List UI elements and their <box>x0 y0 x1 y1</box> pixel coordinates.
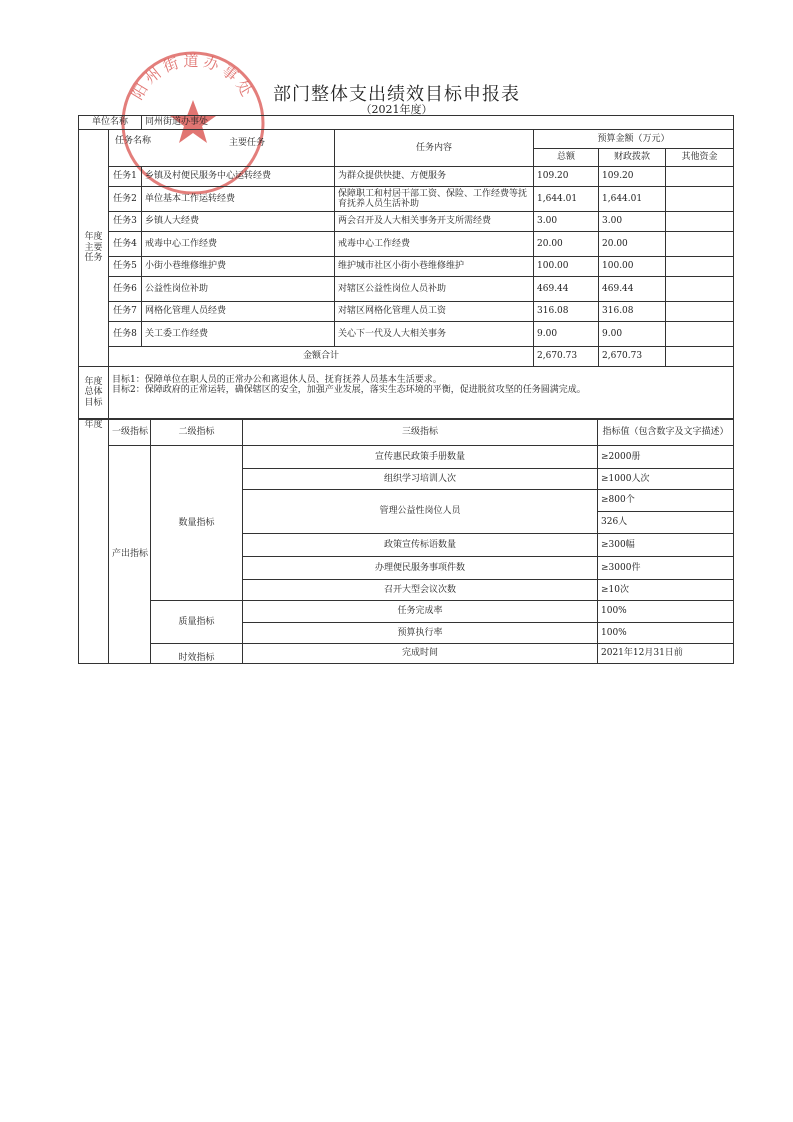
task-id: 任务3 <box>109 212 142 232</box>
task-total: 109.20 <box>534 167 599 187</box>
task-content: 戒毒中心工作经费 <box>335 232 534 257</box>
task-id: 任务1 <box>109 167 142 187</box>
task-content: 维护城市社区小街小巷维修维护 <box>335 257 534 277</box>
indicator-value: 100% <box>598 601 734 623</box>
table-row <box>79 644 734 664</box>
task-name: 单位基本工作运转经费 <box>142 187 335 212</box>
task-name: 公益性岗位补助 <box>142 277 335 302</box>
output-label: 产出指标 <box>109 446 151 664</box>
task-total: 3.00 <box>534 212 599 232</box>
task-name: 小街小巷维修维护费 <box>142 257 335 277</box>
goal-2: 目标2：保障政府的正常运转，确保辖区的安全，加强产业发展，落实生态环境的平衡，促进脱贫攻坚的任务圆满完成。 <box>112 385 586 396</box>
table-row <box>79 302 734 322</box>
task-content: 为群众提供快捷、方便服务 <box>335 167 534 187</box>
task-other <box>666 232 734 257</box>
sum-other <box>666 347 734 367</box>
task-fiscal: 20.00 <box>599 232 666 257</box>
task-other <box>666 257 734 277</box>
goal-1: 目标1：保障单位在职人员的正常办公和离退休人员、抚育抚养人员基本生活要求。 <box>112 375 442 385</box>
indicators-table <box>78 419 734 664</box>
task-fiscal: 316.08 <box>599 302 666 322</box>
indicator-value: ≥2000册 <box>598 446 734 469</box>
col-task-content: 任务内容 <box>335 130 534 167</box>
task-fiscal: 3.00 <box>599 212 666 232</box>
indicator-value: 100% <box>598 623 734 644</box>
indicator-value: ≥3000件 <box>598 557 734 580</box>
seal-text: 阳州街道办事处 <box>128 51 258 103</box>
indicators-header-row <box>79 420 734 446</box>
indicator-value-secondary: 326人 <box>598 512 734 534</box>
task-other <box>666 212 734 232</box>
task-other <box>666 167 734 187</box>
task-id: 任务4 <box>109 232 142 257</box>
task-fiscal: 1,644.01 <box>599 187 666 212</box>
table-row <box>79 446 734 469</box>
task-total: 9.00 <box>534 322 599 347</box>
budget-table <box>78 115 734 419</box>
task-total: 469.44 <box>534 277 599 302</box>
task-other <box>666 302 734 322</box>
table-row <box>79 257 734 277</box>
indicator-value: ≥300幅 <box>598 534 734 557</box>
task-id: 任务7 <box>109 302 142 322</box>
col-task-name: 任务名称 <box>115 136 152 146</box>
indicator-value: 2021年12月31日前 <box>598 644 734 664</box>
task-fiscal: 109.20 <box>599 167 666 187</box>
task-name: 乡镇人大经费 <box>142 212 335 232</box>
indicator-name: 政策宣传标语数量 <box>243 534 598 557</box>
col-level3: 三级指标 <box>243 420 598 446</box>
task-fiscal: 469.44 <box>599 277 666 302</box>
task-id: 任务2 <box>109 187 142 212</box>
goals-label: 年度总体目标 <box>79 367 109 419</box>
table-row <box>79 277 734 302</box>
annual-tasks-label: 年度主要任务 <box>79 130 109 367</box>
unit-row <box>79 116 734 130</box>
task-other <box>666 187 734 212</box>
indicator-value: ≥10次 <box>598 580 734 601</box>
task-id: 任务6 <box>109 277 142 302</box>
goals-cell <box>109 367 734 419</box>
indicator-name: 任务完成率 <box>243 601 598 623</box>
timeliness-label: 时效指标 <box>151 644 243 664</box>
task-fiscal: 9.00 <box>599 322 666 347</box>
indicator-value: ≥800个 <box>598 490 734 512</box>
indicator-name: 宣传惠民政策手册数量 <box>243 446 598 469</box>
task-content: 对辖区公益性岗位人员补助 <box>335 277 534 302</box>
quality-label: 质量指标 <box>151 601 243 644</box>
table-row <box>79 601 734 623</box>
task-content: 两会召开及人大相关事务开支所需经费 <box>335 212 534 232</box>
sum-total: 2,670.73 <box>534 347 599 367</box>
header-row <box>79 130 734 149</box>
table-row <box>79 322 734 347</box>
task-name: 关工委工作经费 <box>142 322 335 347</box>
task-other <box>666 322 734 347</box>
goals-row <box>79 367 734 419</box>
year-subtitle: （2021年度） <box>360 103 433 116</box>
col-fiscal: 财政拨款 <box>599 149 666 167</box>
col-value: 指标值（包含数字及文字描述） <box>598 420 734 446</box>
task-name: 乡镇及村便民服务中心运转经费 <box>142 167 335 187</box>
task-content: 对辖区网格化管理人员工资 <box>335 302 534 322</box>
quantity-label: 数量指标 <box>151 446 243 601</box>
sum-row <box>79 347 734 367</box>
indicator-value: ≥1000人次 <box>598 469 734 490</box>
col-other: 其他资金 <box>666 149 734 167</box>
task-content: 保障职工和村居干部工资、保险、工作经费等抚育抚养人员生活补助 <box>335 187 534 212</box>
col-total: 总额 <box>534 149 599 167</box>
unit-value: 同州街道办事处 <box>142 116 734 130</box>
indicator-year-label: 年度 <box>79 420 109 664</box>
indicator-name: 组织学习培训人次 <box>243 469 598 490</box>
sum-fiscal: 2,670.73 <box>599 347 666 367</box>
col-level1: 一级指标 <box>109 420 151 446</box>
table-row <box>79 212 734 232</box>
col-main-task: 主要任务 <box>229 138 266 148</box>
indicator-name: 预算执行率 <box>243 623 598 644</box>
task-total: 100.00 <box>534 257 599 277</box>
indicator-name: 完成时间 <box>243 644 598 664</box>
table-row <box>79 232 734 257</box>
table-row <box>79 167 734 187</box>
task-name-header <box>109 130 335 167</box>
page-title: 部门整体支出绩效目标申报表 <box>273 84 520 105</box>
task-fiscal: 100.00 <box>599 257 666 277</box>
task-name: 网格化管理人员经费 <box>142 302 335 322</box>
task-id: 任务8 <box>109 322 142 347</box>
task-other <box>666 277 734 302</box>
col-level2: 二级指标 <box>151 420 243 446</box>
sum-label: 金额合计 <box>109 347 534 367</box>
col-budget: 预算金额（万元） <box>534 130 734 149</box>
indicator-name: 管理公益性岗位人员 <box>243 490 598 534</box>
indicator-name: 召开大型会议次数 <box>243 580 598 601</box>
unit-label: 单位名称 <box>79 116 142 130</box>
task-content: 关心下一代及人大相关事务 <box>335 322 534 347</box>
indicator-name: 办理便民服务事项件数 <box>243 557 598 580</box>
task-total: 1,644.01 <box>534 187 599 212</box>
task-id: 任务5 <box>109 257 142 277</box>
table-row <box>79 187 734 212</box>
task-name: 戒毒中心工作经费 <box>142 232 335 257</box>
task-total: 20.00 <box>534 232 599 257</box>
task-total: 316.08 <box>534 302 599 322</box>
